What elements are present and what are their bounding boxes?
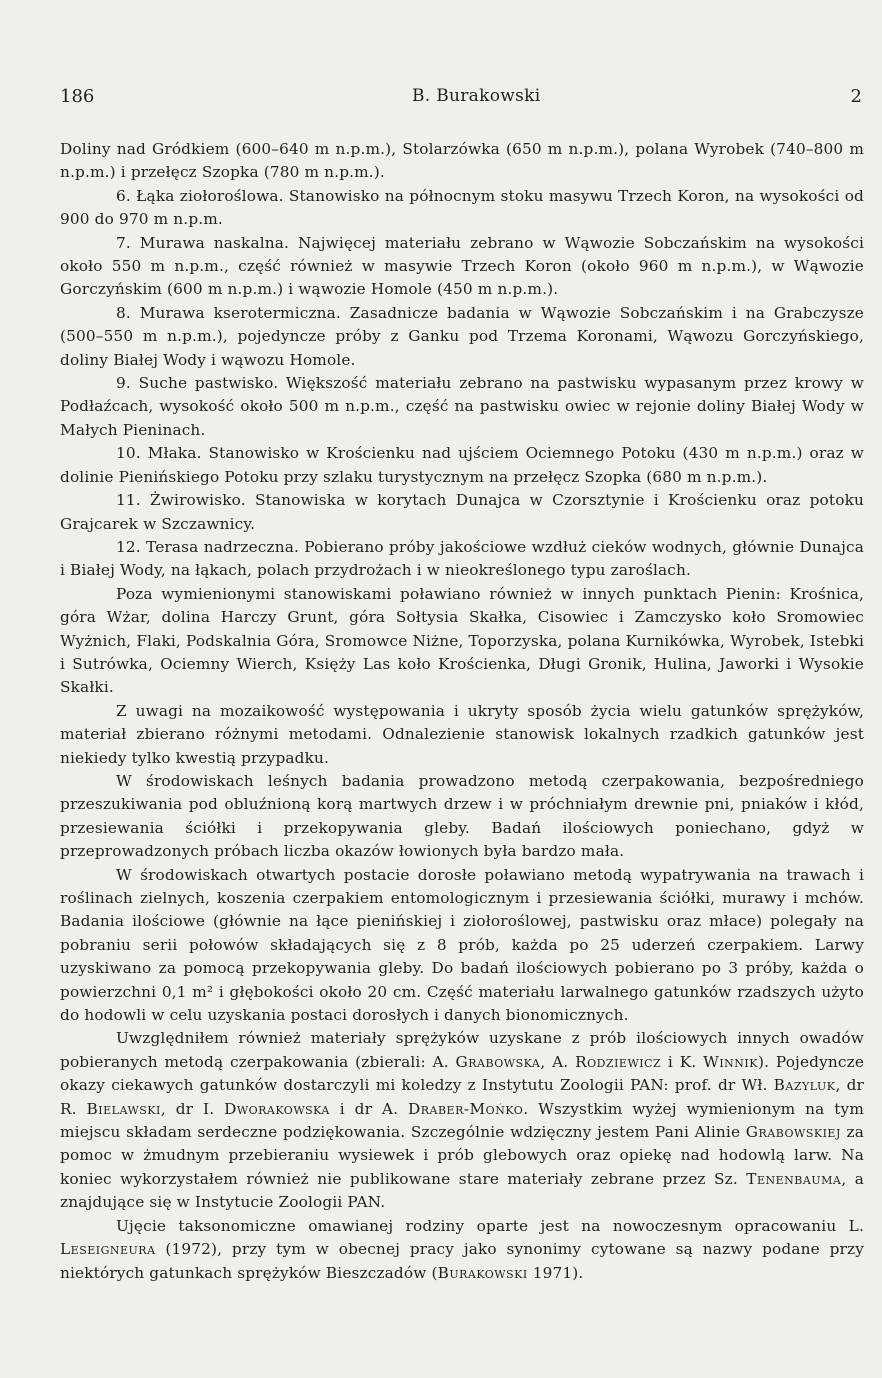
paragraph-p14 bbox=[60, 1215, 864, 1285]
text-run: W środowiskach otwartych postacie dorosłe poławiano metodą wypatrywania na trawach i roślinach zielnych, koszenia czerpakiem entomologicznym i przesiewania ściółki, murawy i mchów. Badania ilościowe (głównie na łące pienińskiej i ziołoroślowej, pastwisku oraz młace) polegały na pobraniu serii połowów składających się z 8 prób, każda po 25 uderzeń czerpakiem. Larwy uzyskiwano za pomocą przekopywania gleby. Do badań ilościowych pobierano po 3 próby, każda o powierzchni 0,1 m² i głębokości około 20 cm. Część materiału larwalnego gatunków rzadszych użyto do hodowli w celu uzyskania postaci dorosłych i danych bionomicznych. bbox=[60, 865, 864, 1025]
text-run: Ujęcie taksonomiczne omawianej rodziny oparte jest na nowoczesnym opracowaniu L. bbox=[116, 1216, 864, 1235]
paragraph-p13 bbox=[60, 1027, 864, 1214]
paragraph-p7 bbox=[60, 489, 864, 536]
paragraph-p12 bbox=[60, 864, 864, 1028]
paragraph-p9 bbox=[60, 583, 864, 700]
text-run: i dr A. bbox=[329, 1099, 408, 1118]
text-run: 7. Murawa naskalna. Najwięcej materiału zebrano w Wąwozie Sobczańskim na wysokości około 550 m n.p.m., część również w masywie Trzech Koron (około 960 m n.p.m.), w Wąwozie Gorczyńskim (600 m n.p.m.) i wąwozie Homole (450 m n.p.m.). bbox=[60, 233, 864, 299]
section-number: 2 bbox=[850, 86, 862, 107]
author-name: Bielawski bbox=[86, 1099, 161, 1118]
text-run: 10. Młaka. Stanowisko w Krościenku nad ujściem Ociemnego Potoku (430 m n.p.m.) oraz w dolinie Pienińskiego Potoku przy szlaku turystycznym na przełęcz Szopka (680 m n.p.m.). bbox=[60, 444, 864, 486]
text-run: , a znajdujące się w Instytucie Zoologii PAN. bbox=[60, 1169, 864, 1212]
paragraph-p8 bbox=[60, 536, 864, 583]
text-run: 6. Łąka ziołoroślowa. Stanowisko na północnym stoku masywu Trzech Koron, na wysokości od 900 do 970 m n.p.m. bbox=[60, 186, 864, 229]
paragraph-p5 bbox=[60, 372, 864, 442]
text-run: 11. Żwirowisko. Stanowiska w korytach Dunajca w Czorsztynie i Krościenku oraz potoku Grajcarek w Szczawnicy. bbox=[60, 491, 864, 533]
paragraph-p6 bbox=[60, 442, 864, 489]
text-run: Poza wymienionymi stanowiskami poławiano również w innych punktach Pienin: Krośnica, góra Wżar, dolina Harczy Grunt, góra Sołtysia Skałka, Cisowiec i Zamczysko koło Sromowiec Wyżnich, Flaki, Podskalnia Góra, Sromowce Niżne, Toporzyska, polana Kurnikówka, Wyrobek, Istebki i Sutrówka, Ociemny Wierch, Księży Las koło Krościenka, Długi Gronik, Hulina, Jaworki i Wysokie Skałki. bbox=[60, 584, 864, 697]
text-run: , A. bbox=[540, 1052, 576, 1071]
body-text bbox=[60, 138, 864, 1285]
text-run: Doliny nad Gródkiem (600–640 m n.p.m.), Stolarzówka (650 m n.p.m.), polana Wyrobek (740–800 m n.p.m.) i przełęcz Szopka (780 m n.p.m.). bbox=[60, 140, 864, 182]
text-run: za pomoc w żmudnym przebieraniu wysiewek i prób glebowych oraz opiekę nad hodowlą larw. Na koniec wykorzystałem również nie publikowane stare materiały zebrane przez Sz. bbox=[60, 1123, 864, 1188]
running-head: B. Burakowski bbox=[412, 86, 541, 106]
text-run: , dr R. bbox=[60, 1076, 864, 1118]
text-run: W środowiskach leśnych badania prowadzono metodą czerpakowania, bezpośredniego przeszukiwania pod obluźnioną korą martwych drzew i w próchniałym drewnie pni, pniaków i kłód, przesiewania ściółki i przekopywania gleby. Badań ilościowych poniechano, gdyż w przeprowadzonych próbach liczba okazów łowionych była bardzo mała. bbox=[60, 771, 864, 861]
author-name: Grabowskiej bbox=[745, 1123, 841, 1142]
paragraph-p1 bbox=[60, 138, 864, 185]
author-name: Leseigneura bbox=[60, 1240, 156, 1259]
text-run: Z uwagi na mozaikowość występowania i ukryty sposób życia wielu gatunków sprężyków, materiał zbierano różnymi metodami. Odnalezienie stanowisk lokalnych rzadkich gatunków jest niekiedy tylko kwestią przypadku. bbox=[60, 701, 864, 767]
paragraph-p3 bbox=[60, 232, 864, 302]
text-run: . Wszystkim wyżej wymienionym na tym miejscu składam serdeczne podziękowania. Szczególnie wdzięczny jestem Pani Alinie bbox=[60, 1099, 864, 1142]
paragraph-p4 bbox=[60, 302, 864, 372]
text-run: ). Pojedyncze okazy ciekawych gatunków dostarczyli mi koledzy z Instytutu Zoologii PAN: prof. dr Wł. bbox=[60, 1052, 865, 1095]
text-run: 1971). bbox=[527, 1263, 584, 1282]
page-number: 186 bbox=[60, 86, 95, 107]
paragraph-p10 bbox=[60, 700, 864, 770]
text-run: (1972), przy tym w obecnej pracy jako synonimy cytowane są nazwy podane przy niektórych gatunkach sprężyków Bieszczadów ( bbox=[60, 1240, 864, 1282]
text-run: 9. Suche pastwisko. Większość materiału zebrano na pastwisku wypasanym przez krowy w Podłaźcach, wysokość około 500 m n.p.m., część na pastwisku owiec w rejonie doliny Białej Wody w Małych Pieninach. bbox=[60, 374, 864, 439]
page-header bbox=[60, 86, 862, 116]
author-name: Bazyluk bbox=[773, 1076, 836, 1095]
paragraph-p11 bbox=[60, 770, 864, 864]
text-run: , dr I. bbox=[160, 1099, 225, 1118]
text-run: 8. Murawa kserotermiczna. Zasadnicze badania w Wąwozie Sobczańskim i na Grabczysze (500–550 m n.p.m.), pojedyncze próby z Ganku pod Trzema Koronami, Wąwozu Gorczyńskiego, doliny Białej Wody i wąwozu Homole. bbox=[60, 303, 864, 369]
text-run: i K. bbox=[661, 1052, 704, 1071]
author-name: Rodziewicz bbox=[575, 1052, 662, 1071]
author-name: Draber-Mońko bbox=[407, 1099, 524, 1118]
author-name: Tenenbauma bbox=[746, 1169, 842, 1188]
text-run: 12. Terasa nadrzeczna. Pobierano próby jakościowe wzdłuż cieków wodnych, głównie Dunajca i Białej Wody, na łąkach, polach przydrożach i w nieokreślonego typu zaroślach. bbox=[60, 537, 864, 580]
author-name: Grabowska bbox=[455, 1052, 541, 1071]
author-name: Winnik bbox=[703, 1052, 758, 1071]
text-run: Uwzględniłem również materiały sprężyków uzyskane z prób ilościowych innych owadów pobieranych metodą czerpakowania (zbierali: A. bbox=[60, 1029, 864, 1071]
paragraph-p2 bbox=[60, 185, 864, 232]
author-name: Dworakowska bbox=[224, 1099, 330, 1118]
author-name: Burakowski bbox=[437, 1263, 528, 1282]
